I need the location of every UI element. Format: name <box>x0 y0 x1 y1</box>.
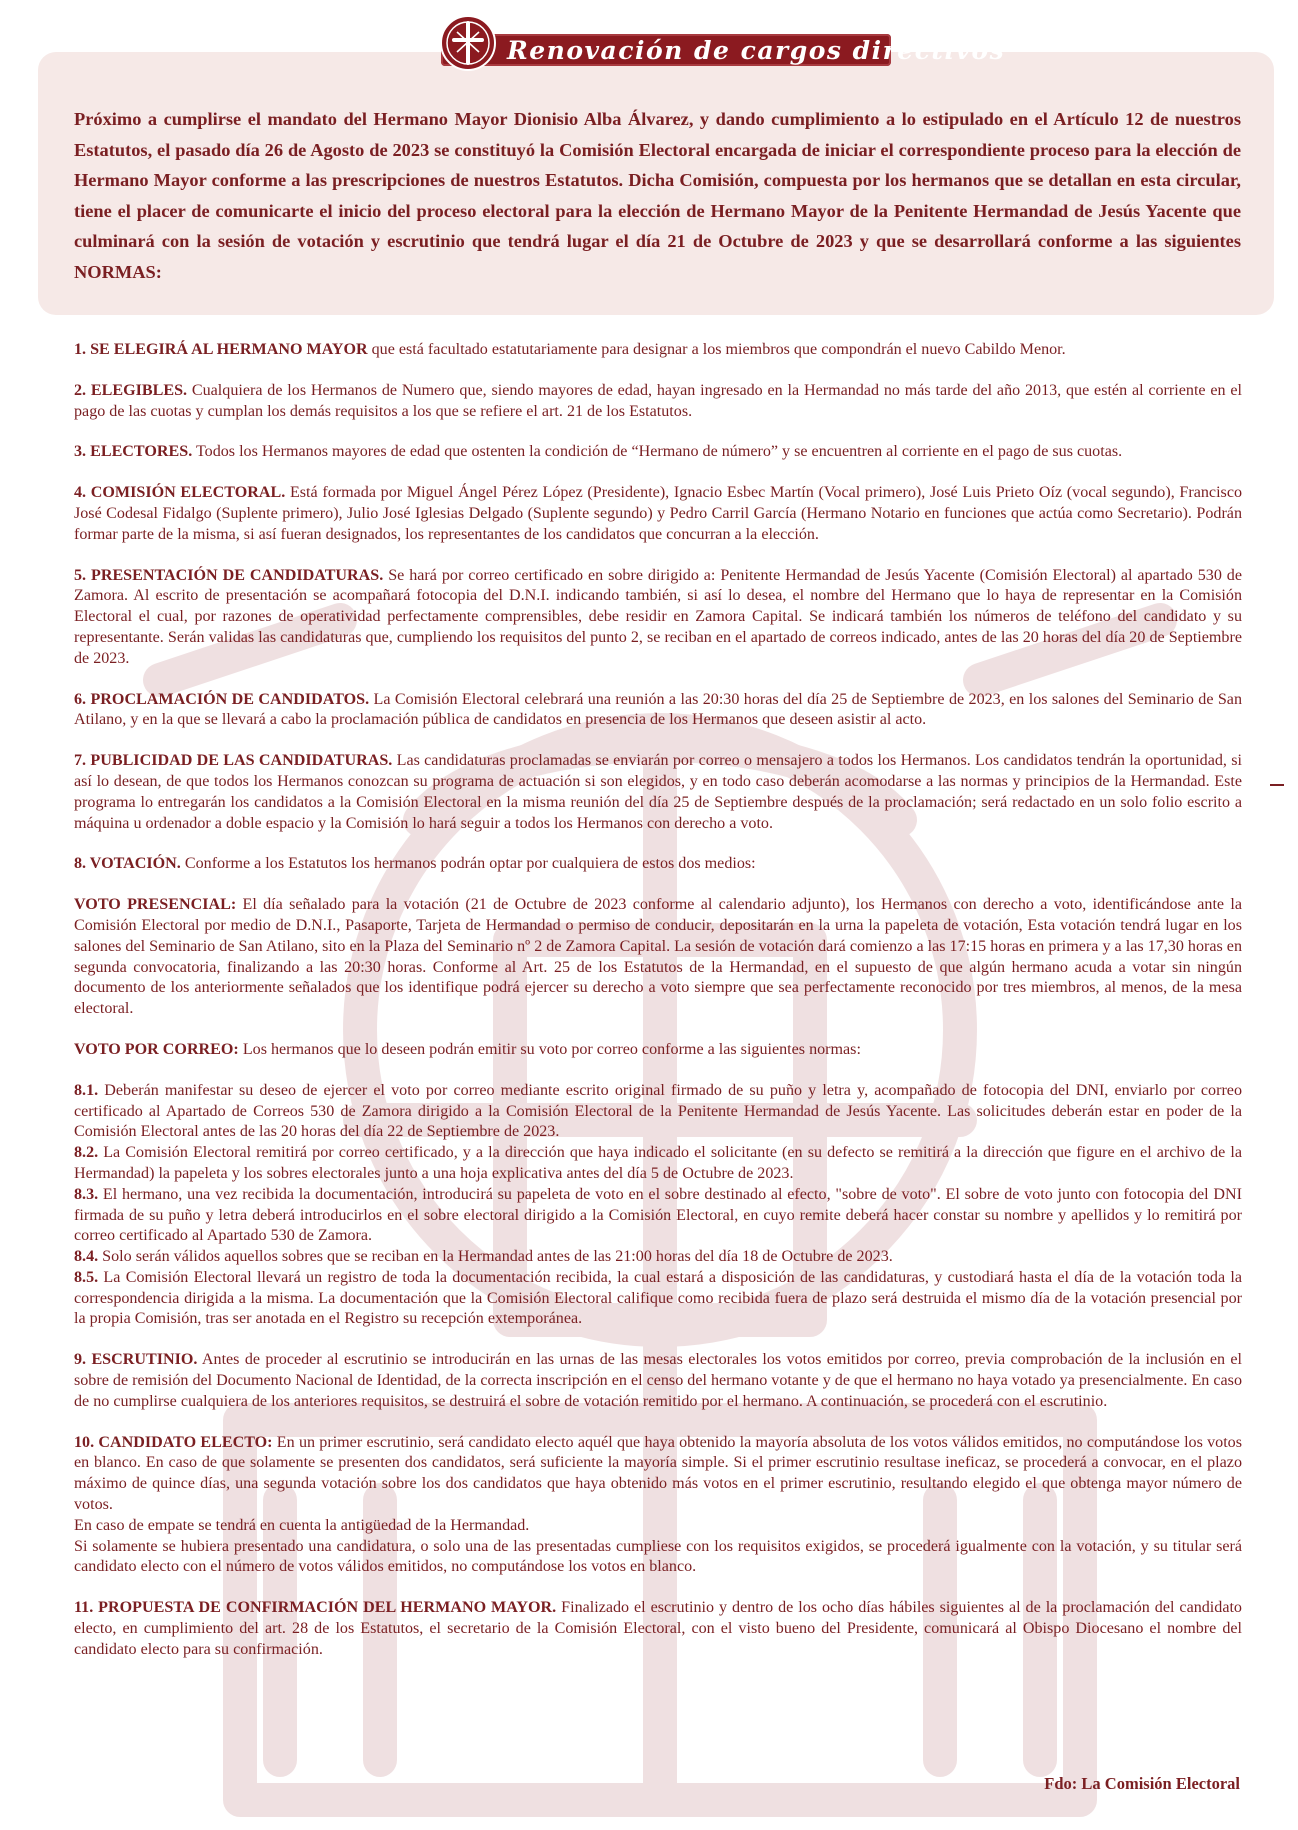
rule-10 <box>74 1433 1242 1516</box>
rule-heading: 4. COMISIÓN ELECTORAL. <box>74 484 286 502</box>
rule-text: El hermano, una vez recibida la documentación, introducirá su papeleta de voto en el sobre destinado al efecto, "sobre de voto". El sobre de voto junto con fotocopia del DNI firmada de su puño y letra deberá introducirlos en el sobre electoral dirigido a la Comisión Electoral, en cuyo remite deberá hacer constar su nombre y apellidos y lo remitirá por correo certificado al Apartado 530 de Zamora. <box>74 1185 1242 1245</box>
rule-heading: 6. PROCLAMACIÓN DE CANDIDATOS. <box>74 690 370 708</box>
rule-8-3 <box>74 1185 1242 1247</box>
rule-text: Los hermanos que lo deseen podrán emitir su voto por correo conforme a las siguientes normas: <box>238 1040 861 1058</box>
rule-text: Conforme a los Estatutos los hermanos podrán optar por cualquiera de estos dos medios: <box>180 855 756 873</box>
rule-2 <box>74 381 1242 423</box>
rule-heading: 2. ELEGIBLES. <box>74 381 188 399</box>
rule-heading: 3. ELECTORES. <box>74 443 193 461</box>
rule-7 <box>74 751 1242 834</box>
rule-heading: 8.4. <box>74 1248 99 1266</box>
rule-text: Se hará por correo certificado en sobre dirigido a: Penitente Hermandad de Jesús Yacente (Comisión Electoral) al apartado 530 de Zamora. Al escrito de presentación se acompañará fotocopia del D.N.I. indicando también, si así lo desea, el nombre del Hermano que lo haya de representar en la Comisión Electoral el cual, por razones de operatividad perfectamente comprensibles, debe residir en Zamora Capital. Se indicará también los números de teléfono del candidato y su representante. Serán validas las candidaturas que, cumpliendo los requisitos del punto 2, se reciban en el apartado de correos indicado, antes de las 20 horas del día 20 de Septiembre de 2023. <box>74 566 1242 667</box>
rule-text: Está formada por Miguel Ángel Pérez López (Presidente), Ignacio Esbec Martín (Vocal primero), José Luis Prieto Oíz (vocal segundo), Francisco José Codesal Fidalgo (Suplente primero), Julio José Iglesias Delgado (Suplente segundo) y Pedro Carril García (Hermano Notario en funciones que actúa como Secretario). Podrán formar parte de la misma, si así fueran designados, los representantes de los candidatos que concurran a la elección. <box>74 484 1243 543</box>
rule-heading: VOTO POR CORREO: <box>74 1040 239 1058</box>
rule-9 <box>74 1350 1242 1412</box>
rule-8-2 <box>74 1143 1242 1185</box>
rule-heading: 8.3. <box>74 1185 99 1203</box>
rule-heading: 7. PUBLICIDAD DE LAS CANDIDATURAS. <box>74 752 393 770</box>
rule-5 <box>74 566 1242 670</box>
rule-heading: 11. PROPUESTA DE CONFIRMACIÓN DEL HERMANO MAYOR. <box>74 1599 557 1617</box>
rule-text: Finalizado el escrutinio y dentro de los ocho días hábiles siguientes al de la proclamación del candidato electo, en cumplimiento del art. 28 de los Estatutos, el secretario de la Comisión Electoral, con el visto bueno del Presidente, comunicará al Obispo Diocesano el nombre del candidato electo para su confirmación. <box>74 1599 1242 1658</box>
rule-text: Las candidaturas proclamadas se enviarán por correo o mensajero a todos los Hermanos. Los candidatos tendrán la oportunidad, si así lo desean, de que todos los Hermanos conozcan su programa de actuación si son elegidos, y en todo caso deberán acomodarse a las normas y principios de la Hermandad. Este programa lo entregarán los candidatos a la Comisión Electoral en la misma reunión del día 25 de Septiembre después de la proclamación; será redactado en un solo folio escrito a máquina u ordenador a doble espacio y la Comisión lo hará seguir a todos los Hermanos con derecho a voto. <box>74 752 1242 832</box>
rule-text: En un primer escrutinio, será candidato electo aquél que haya obtenido la mayoría absoluta de los votos válidos emitidos, no computándose los votos en blanco. En caso de que solamente se presenten dos candidatos, será suficiente la mayoría simple. Si el primer escrutinio resultase ineficaz, se procederá a convocar, en el plazo máximo de quince días, una segunda votación sobre los dos candidatos que haya obtenido más votos en el primer escrutinio, resultando elegido el que obtenga mayor número de votos. <box>74 1433 1242 1514</box>
rule-heading: 9. ESCRUTINIO. <box>74 1351 198 1369</box>
rule-10-empate: En caso de empate se tendrá en cuenta la antigüedad de la Hermandad. <box>74 1516 530 1534</box>
rule-heading: 1. SE ELEGIRÁ AL HERMANO MAYOR <box>74 341 368 358</box>
rule-heading: 5. PRESENTACIÓN DE CANDIDATURAS. <box>74 566 384 584</box>
rule-heading: 8.2. <box>74 1144 99 1162</box>
rule-text: La Comisión Electoral remitirá por correo certificado, y a la dirección que haya indicado el solicitante (en su defecto se remitirá a la dirección que figure en el archivo de la Hermandad) la papeleta y los sobres electorales junto a una hoja explicativa antes del día 5 de Octubre de 2023. <box>74 1144 1242 1182</box>
rule-8 <box>74 854 1242 875</box>
rule-heading: 8. VOTACIÓN. <box>74 855 181 873</box>
rule-3 <box>74 442 1242 463</box>
rule-text: Solo serán válidos aquellos sobres que se reciban en la Hermandad antes de las 21:00 horas del día 18 de Octubre de 2023. <box>98 1248 893 1266</box>
rule-text: Antes de proceder al escrutinio se introducirán en las urnas de las mesas electorales los votos emitidos por correo, previa comprobación de la inclusión en el sobre de remisión del Documento Nacional de Identidad, de la correcta inscripción en el censo del hermano votante y de que el hermano no haya votado ya presencialmente. En caso de no cumplirse cualquiera de los anteriores requisitos, se destruirá el sobre de votación remitido por el hermano. A continuación, se procederá con el escrutinio. <box>74 1351 1242 1410</box>
rule-text: La Comisión Electoral llevará un registro de toda la documentación recibida, la cual estará a disposición de las candidaturas, y custodiará hasta el día de la votación toda la correspondencia dirigida a la misma. La documentación que la Comisión Electoral califique como recibida fuera de plazo será destruida el mismo día de la votación presencial por la propia Comisión, tras ser anotada en el Registro su recepción extemporánea. <box>74 1268 1242 1328</box>
rule-4 <box>74 483 1242 545</box>
rule-heading: 8.1. <box>74 1081 99 1099</box>
rule-text: Deberán manifestar su deseo de ejercer el voto por correo mediante escrito original firmado de su puño y letra y, acompañado de fotocopia del DNI, enviarlo por correo certificado al Apartado de Correos 530 de Zamora dirigido a la Comisión Electoral de la Penitente Hermandad de Jesús Yacente. Las solicitudes deberán estar en poder de la Comisión Electoral antes de las 20 horas del día 22 de Septiembre de 2023. <box>74 1081 1242 1141</box>
brotherhood-cross-emblem-icon <box>437 14 499 72</box>
page-title: Renovación de cargos directivos <box>507 36 1006 65</box>
rule-1 <box>74 340 1242 361</box>
rule-8-4 <box>74 1247 1242 1268</box>
voto-por-correo <box>74 1040 1242 1061</box>
rule-11 <box>74 1598 1242 1660</box>
rule-text: Todos los Hermanos mayores de edad que ostenten la condición de “Hermano de número” y se encuentren al corriente en el pago de sus cuotas. <box>192 443 1123 461</box>
signature: Fdo: La Comisión Electoral <box>1044 1774 1240 1793</box>
margin-tick-mark <box>1270 784 1284 786</box>
rule-heading: VOTO PRESENCIAL: <box>74 896 237 914</box>
rule-text: que está facultado estatutariamente para designar a los miembros que compondrán el nuevo Cabildo Menor. <box>367 341 1066 358</box>
intro-paragraph: Próximo a cumplirse el mandato del Hermano Mayor Dionisio Alba Álvarez, y dando cumplimiento a lo estipulado en el Artículo 12 de nuestros Estatutos, el pasado día 26 de Agosto de 2023 se constituyó la Comisión Electoral encargada de iniciar el correspondiente proceso para la elección de Hermano Mayor conforme a las prescripciones de nuestros Estatutos. Dicha Comisión, compuesta por los hermanos que se detallan en esta circular, tiene el placer de comunicarte el inicio del proceso electoral para la elección de Hermano Mayor de la Penitente Hermandad de Jesús Yacente que culminará con la sesión de votación y escrutinio que tendrá lugar el día 21 de Octubre de 2023 y que se desarrollará conforme a las siguientes NORMAS: <box>74 109 1241 282</box>
rule-text: Cualquiera de los Hermanos de Numero que, siendo mayores de edad, hayan ingresado en la Hermandad no más tarde del año 2013, que estén al corriente en el pago de las cuotas y cumplan los demás requisitos a los que se refiere el art. 21 de los Estatutos. <box>74 381 1242 420</box>
rules-content <box>74 340 1242 1681</box>
rule-8-5 <box>74 1268 1242 1330</box>
header-banner <box>397 14 1006 72</box>
rule-heading: 8.5. <box>74 1268 99 1286</box>
rule-10-unica: Si solamente se hubiera presentado una candidatura, o solo una de las presentadas cumpliese con los requisitos exigidos, se procederá igualmente con la votación, y su titular será candidato electo con el número de votos válidos emitidos, no computándose los votos en blanco. <box>74 1537 1242 1576</box>
rule-8-1 <box>74 1081 1242 1143</box>
voto-presencial <box>74 895 1242 1020</box>
rule-text: El día señalado para la votación (21 de Octubre de 2023 conforme al calendario adjunto), los Hermanos con derecho a voto, identificándose ante la Comisión Electoral por medio de D.N.I., Pasaporte, Tarjeta de Hermandad o permiso de conducir, depositarán en la urna la papeleta de votación, Esta votación tendrá lugar en los salones del Seminario de San Atilano, sito en la Plaza del Seminario nº 2 de Zamora Capital. La sesión de votación dará comienzo a las 17:15 horas en primera y a las 17,30 horas en segunda convocatoria, finalizando a las 20:30 horas. Conforme al Art. 25 de los Estatutos de la Hermandad, en el supuesto de que algún hermano acuda a votar sin ningún documento de los anteriormente señalados que los identifique podrá ejercer su derecho a voto siempre que sea perfectamente reconocido por tres miembros, al menos, de la mesa electoral. <box>74 896 1242 1018</box>
rule-6 <box>74 690 1242 732</box>
rule-text: La Comisión Electoral celebrará una reunión a las 20:30 horas del día 25 de Septiembre de 2023, en los salones del Seminario de San Atilano, y en la que se llevará a cabo la proclamación pública de candidatos en presencia de los Hermanos que deseen asistir al acto. <box>74 690 1243 729</box>
rule-heading: 10. CANDIDATO ELECTO: <box>74 1433 273 1451</box>
